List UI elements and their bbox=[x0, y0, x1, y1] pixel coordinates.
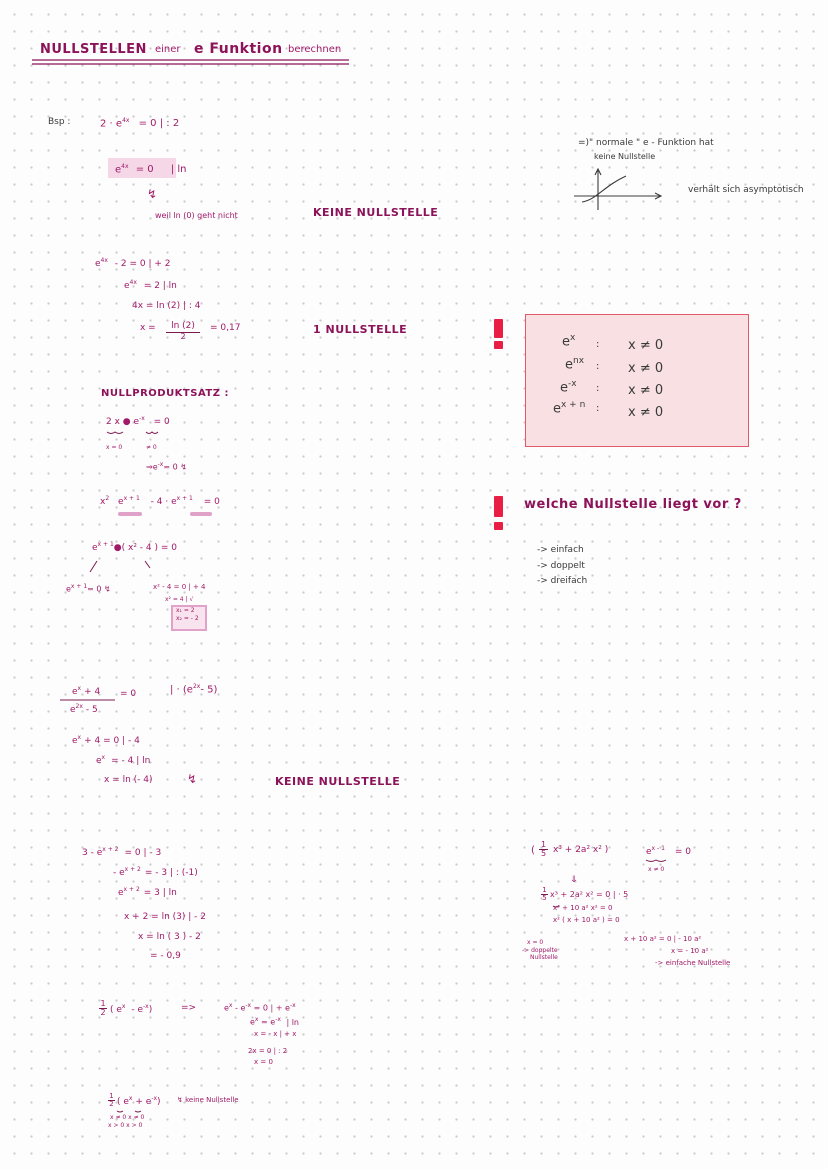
ex6-line3: x³ + 10 a² x² = 0 bbox=[553, 904, 613, 912]
ex7-right-3: x = - x | + x bbox=[254, 1030, 297, 1038]
ex6-left-1: x = 0 bbox=[527, 939, 544, 946]
ex4-result: KEINE NULLSTELLE bbox=[275, 775, 401, 788]
ex2-result: 1 NULLSTELLE bbox=[313, 323, 408, 336]
ex5-line1: $3 - e^{x + 2} = 0$ | - 3 bbox=[82, 846, 162, 858]
ex2-fraction: ln (2) 2 bbox=[166, 322, 200, 341]
ex2-value: = 0,17 bbox=[210, 323, 241, 333]
rule-1-term: $e^x$ bbox=[562, 333, 576, 350]
note-line2: keine Nullstelle bbox=[594, 152, 656, 161]
nps-equation: 2 x ● $e^{-x} = 0$ bbox=[106, 415, 170, 427]
ex1-result: KEINE NULLSTELLE bbox=[313, 206, 439, 219]
ex2-line3: 4x = ln (2) | : 4 bbox=[132, 301, 201, 311]
ex7-right-5: x = 0 bbox=[254, 1058, 273, 1066]
ex7-right-4: 2x = 0 | : 2 bbox=[248, 1047, 288, 1055]
rule-2-colon: : bbox=[596, 361, 600, 372]
exclamation-dot-2 bbox=[494, 522, 503, 530]
ex6-left-2: -> doppelte bbox=[522, 947, 558, 954]
ex5-line2: - $e^{x + 2}$ = - 3 | : (-1) bbox=[113, 866, 198, 878]
rule-1-colon: : bbox=[596, 339, 600, 350]
rule-1-neq: x ≠ 0 bbox=[628, 338, 664, 353]
ex6-line1-sub: x ≠ 0 bbox=[648, 866, 665, 873]
rule-3-term: $e^{-x}$ bbox=[560, 379, 577, 396]
rule-2-term: $e^{nx}$ bbox=[565, 356, 585, 373]
ex1-flash: ↯ bbox=[147, 187, 158, 201]
nps-sub1: x = 0 bbox=[106, 444, 123, 451]
ex5-line4: x + 2 = ln (3) | - 2 bbox=[124, 912, 206, 922]
ex4-numerator: $e^x + 4$ bbox=[72, 685, 101, 697]
exclamation-bar-1 bbox=[494, 319, 503, 338]
rule-4-term: $e^{x + n}$ bbox=[553, 400, 586, 417]
ex7-line1: ( $e^x - e^{-x}$) bbox=[110, 1003, 153, 1015]
ex8-fraction: 1 2 bbox=[109, 1092, 114, 1108]
ex4-operation: | · ($e^{2x}-$ 5) bbox=[170, 683, 218, 696]
nps-title: NULLPRODUKTSATZ : bbox=[101, 388, 229, 399]
exclamation-bar-2 bbox=[494, 496, 503, 517]
ex5-line6: = - 0,9 bbox=[150, 951, 181, 961]
ex4-line2: $e^x + 4 = 0$ | - 4 bbox=[72, 734, 140, 746]
ex3-solution-1: x₁ = 2 bbox=[176, 607, 195, 614]
question-option-3: -> dreifach bbox=[537, 576, 588, 586]
ex6-line2: x³ + 2a² x² = 0 | · 5 bbox=[550, 890, 629, 899]
ex4-line3: $e^x$ = - 4 | ln bbox=[96, 754, 151, 766]
ex5-line5: x = ln ( 3 ) - 2 bbox=[138, 932, 201, 942]
ex3-sqrt: x² = 4 | √ bbox=[165, 596, 194, 603]
question-option-1: -> einfach bbox=[537, 545, 584, 555]
title-e-function: e Funktion bbox=[194, 41, 283, 57]
ex6-arrow: ⇓ bbox=[570, 875, 578, 885]
ex2-line4-lhs: x = bbox=[140, 323, 156, 333]
ex6-line1-exp: $e^{x - 1} = 0$ bbox=[646, 845, 692, 857]
ex6-right-1: x + 10 a² = 0 | - 10 a² bbox=[624, 935, 702, 943]
ex6-right-2: x = - 10 a² bbox=[671, 947, 709, 955]
ex2-line2: $e^{4x} = 2$ | ln bbox=[124, 279, 177, 291]
ex4-eq: = 0 bbox=[120, 689, 137, 699]
ex8-sub1: x ≠ 0 x ≠ 0 bbox=[110, 1114, 145, 1121]
ex3-line2: $e^{x + 1}●$( x² - 4 ) = 0 bbox=[92, 541, 177, 553]
ex7-right-2: $e^x = e^{-x}$ | ln bbox=[250, 1016, 299, 1027]
nps-sub3: $\Rightarrow e^{-x}= 0$ ↯ bbox=[146, 461, 187, 472]
title-main: NULLSTELLEN bbox=[40, 42, 147, 57]
question-option-2: -> doppelt bbox=[537, 561, 585, 571]
ex6-line1-fraction: 1 5 bbox=[540, 840, 547, 858]
ex1-line1: $2 \cdot e^{4x} = 0$ | : 2 bbox=[100, 117, 180, 130]
ex1-line2: $e^{4x} = 0$ | ln bbox=[115, 163, 187, 176]
ex6-left-3: Nullstelle bbox=[530, 954, 558, 961]
ex6-right-3: -> einfache Nullstelle bbox=[655, 959, 731, 967]
rule-4-neq: x ≠ 0 bbox=[628, 405, 664, 420]
ex8-sub2: x > 0 x > 0 bbox=[108, 1122, 143, 1129]
note-asymptotic: verhält sich asymptotisch bbox=[688, 185, 804, 195]
ex3-branch-left: $e^{x + 1}= 0$ ↯ bbox=[66, 583, 111, 594]
rule-4-colon: : bbox=[596, 403, 600, 414]
note-line1: =)" normale " e - Funktion hat bbox=[578, 138, 714, 148]
ex6-line2-fraction: 1 5 bbox=[542, 886, 547, 902]
ex7-arrow: => bbox=[181, 1003, 197, 1013]
exclamation-dot-1 bbox=[494, 341, 503, 349]
ex4-flash: ↯ bbox=[187, 772, 198, 786]
rule-3-neq: x ≠ 0 bbox=[628, 383, 664, 398]
ex4-denominator: $e^{2x} - 5$ bbox=[70, 703, 98, 715]
ex3-underline-1 bbox=[118, 512, 142, 516]
ex4-line4: x = ln (- 4) bbox=[104, 775, 153, 785]
ex7-right-1: $e^x - e^{-x} = 0$ | + $e^{-x}$ bbox=[224, 1002, 296, 1013]
ex1-reason: weil ln (0) geht nicht bbox=[155, 211, 238, 220]
rule-2-neq: x ≠ 0 bbox=[628, 361, 664, 376]
rules-box bbox=[525, 314, 749, 447]
ex3-branch-right: x² - 4 = 0 | + 4 bbox=[153, 583, 206, 591]
title-einer: einer bbox=[155, 44, 181, 55]
ex3-solution-2: x₂ = - 2 bbox=[176, 615, 199, 622]
ex6-line4: x² ( x + 10 a² ) = 0 bbox=[553, 916, 620, 924]
rule-3-colon: : bbox=[596, 383, 600, 394]
nps-sub2: ≠ 0 bbox=[146, 444, 157, 451]
ex3-line1: $x^2$ $e^{x + 1} - 4 \cdot e^{x + 1} = 0$ bbox=[100, 495, 220, 507]
asymptote-sketch bbox=[574, 169, 661, 210]
ex2-line1: $e^{4x} - 2 = 0$ | + 2 bbox=[95, 257, 171, 269]
ex3-underline-2 bbox=[190, 512, 212, 516]
ex8-note: ↯ keine Nullstelle bbox=[177, 1096, 239, 1104]
ex5-line3: $e^{x + 2} = 3$ | ln bbox=[118, 886, 177, 898]
question-text: welche Nullstelle liegt vor ? bbox=[524, 497, 742, 512]
ex8-line1: ( $e^x + e^{-x}$) bbox=[117, 1095, 161, 1107]
ex6-line1-terms: x³ + 2a² x² ) bbox=[553, 845, 609, 855]
ex6-line1-open: ( bbox=[531, 845, 535, 856]
example-label: Bsp : bbox=[48, 117, 71, 127]
title-berechnen: berechnen bbox=[288, 44, 342, 55]
ex7-fraction: 1 2 bbox=[100, 999, 106, 1017]
